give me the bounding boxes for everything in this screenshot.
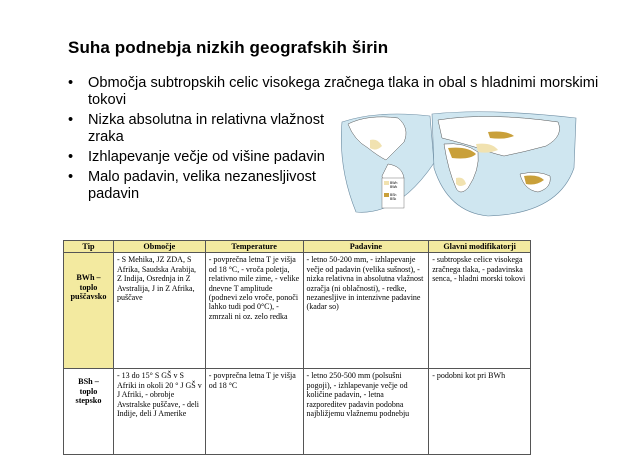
table-row xyxy=(64,253,531,369)
cell-obmocje: - S Mehika, JZ ZDA, S Afrika, Saudska Arabija, Z Indija, Osrednja in Z Avstralija, J in Z Afrika, puščave xyxy=(113,253,205,369)
cell-tip xyxy=(64,253,114,369)
bullet-text: Nizka absolutna in relativna vlažnost zraka xyxy=(88,112,325,145)
header-tip: Tip xyxy=(64,241,114,253)
tip-line: stepsko xyxy=(75,396,102,406)
table-row xyxy=(64,369,531,455)
bullet-dot: • xyxy=(68,112,74,128)
legend-bsk: BSk xyxy=(390,197,397,201)
bullet-text: Območja subtropskih celic visokega zračnega tlaka in obal s hladnimi morskimi tokovi xyxy=(88,75,599,108)
bullet-dot: • xyxy=(68,149,74,165)
cell-temperature: - povprečna letna T je višja od 18 °C xyxy=(205,369,303,455)
bullet-item xyxy=(68,169,358,203)
cell-tip xyxy=(64,369,114,455)
cell-padavine: - letno 250-500 mm (polsušni pogoji), - izhlapevanje večje od količine padavin, - letna razporeditev padavin podobna najbližjemu vlažnemu podnebju xyxy=(303,369,429,455)
world-dry-climate-map xyxy=(338,108,578,218)
cell-modifikatorji: - podobni kot pri BWh xyxy=(429,369,531,455)
tip-line: BWh – xyxy=(76,273,101,283)
bullet-item xyxy=(68,149,368,166)
cell-padavine: - letno 50-200 mm, - izhlapevanje večje od padavin (velika sušnost), - nizka relativna in absolutna vlažnost ozračja (ni oblačnosti), - redke, nezanesljive in intenzivne padavine (kadar so) xyxy=(303,253,429,369)
cell-temperature: - povprečna letna T je višja od 18 °C, - vroča poletja, relativno mile zime, - velike dnevne T amplitude (podnevi zelo vroče, ponoči lahko tudi pod 0°C), - zmrzali ni oz. zelo redka xyxy=(205,253,303,369)
tip-line: BSh – xyxy=(78,377,99,387)
cell-obmocje: - 13 do 15° S GŠ v S Afriki in okoli 20 ° J GŠ v J Afriki, - obrobje Avstralske puščave, - deli Indije, deli J Amerike xyxy=(113,369,205,455)
tip-line: toplo xyxy=(79,386,98,396)
header-modifikatorji: Glavni modifikatorji xyxy=(429,241,531,253)
legend-bwk: BWk xyxy=(390,185,398,189)
bullet-item xyxy=(68,75,608,109)
bullet-item xyxy=(68,112,358,146)
bullet-text: Izhlapevanje večje od višine padavin xyxy=(88,149,325,165)
header-temperature: Temperature xyxy=(205,241,303,253)
bullet-dot: • xyxy=(68,75,74,91)
climate-table xyxy=(63,240,531,455)
cell-modifikatorji: - subtropske celice visokega zračnega tlaka, - padavinska senca, - hladni morski tokovi xyxy=(429,253,531,369)
legend-bwh: BWh xyxy=(390,181,398,185)
legend-bsh: BSh xyxy=(390,193,397,197)
slide-title: Suha podnebja nizkih geografskih širin xyxy=(68,38,389,57)
table-header-row xyxy=(64,241,531,253)
map-legend xyxy=(382,178,404,208)
tip-line: puščavsko xyxy=(70,292,107,302)
bullet-dot: • xyxy=(68,169,74,185)
bullet-text: Malo padavin, velika nezanesljivost padavin xyxy=(88,169,316,202)
header-padavine: Padavine xyxy=(303,241,429,253)
tip-line: toplo xyxy=(79,282,98,292)
header-obmocje: Območje xyxy=(113,241,205,253)
